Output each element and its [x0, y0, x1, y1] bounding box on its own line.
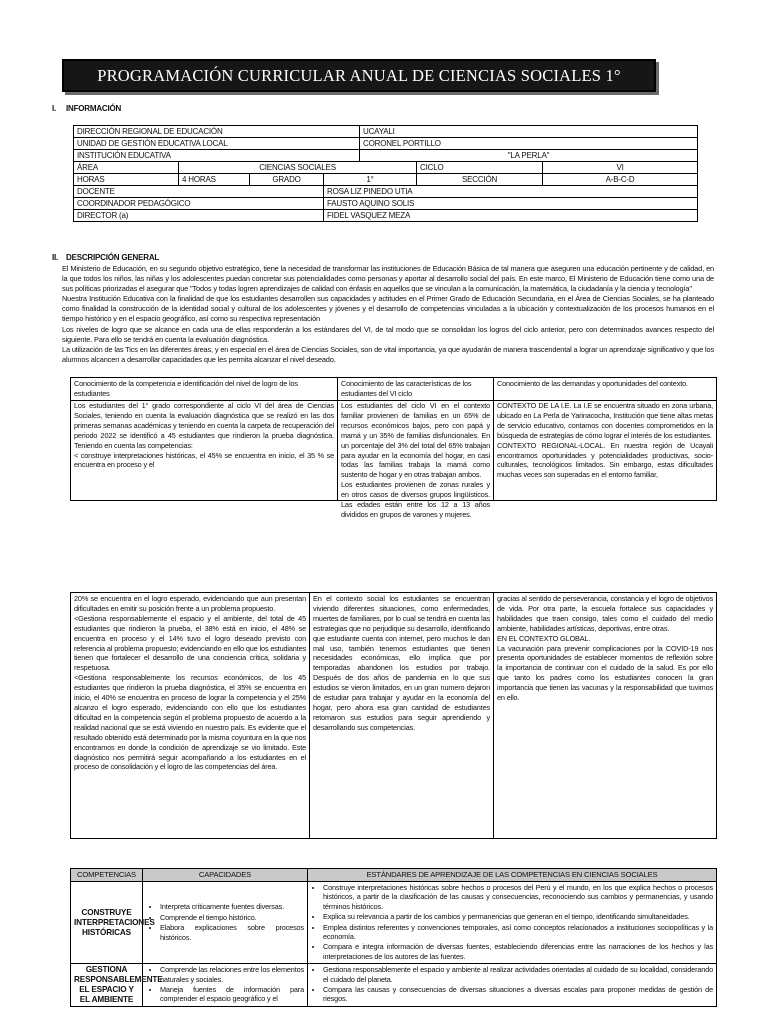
- director-value: FIDEL VASQUEZ MEZA: [324, 210, 698, 222]
- competency-name: GESTIONA RESPONSABLEMENTE EL ESPACIO Y EL AMBIENTE: [71, 964, 143, 1007]
- standard-item: • Explica su relevancia a partir de los cambios y permanencias que generan en el tiempo, identificando simultaneidades.: [323, 912, 713, 921]
- standards-cell: [308, 964, 717, 1007]
- standard-item: • Compara las causas y consecuencias de diversas situaciones a diversas escalas para proponer medidas de gestión de riesgos.: [323, 985, 713, 1004]
- grado-label: GRADO: [250, 174, 324, 186]
- context-body-row: [71, 593, 717, 839]
- context-students-cell: [310, 593, 494, 839]
- section-label: DESCRIPCIÓN GENERAL: [66, 253, 160, 262]
- ciclo-value: VI: [543, 162, 698, 174]
- standard-item: • Emplea distintos referentes y convenciones temporales, así como conceptos relacionados a instituciones sociopolíticas y la economía.: [323, 923, 713, 942]
- general-description: [62, 264, 714, 365]
- info-row-area: [74, 162, 698, 174]
- section-number: II.: [52, 253, 59, 262]
- context-demands-cell: [494, 593, 717, 839]
- ugel-label: UNIDAD DE GESTIÓN EDUCATIVA LOCAL: [74, 138, 360, 150]
- section-information-heading: [52, 104, 121, 113]
- context-competence-cell: [71, 401, 338, 501]
- competence-text: <Gestiona responsablemente el espacio y el ambiente, del total de 45 estudiantes que rindieron la prueba, el 38% está en inicio, el 48% se encuentra en proceso y el 14% tuvo el logro deseado previsto con referencia al problema propuesto; evidenciando en ello que los estudiantes tienen que fortalecer el desarrollo de una conciencia crítica, solidaria y respetuosa.: [74, 613, 306, 673]
- section-number: I.: [52, 104, 57, 113]
- competencies-table: [70, 868, 717, 1007]
- coordinador-value: FAUSTO AQUINO SOLIS: [324, 198, 698, 210]
- docente-value: ROSA LIZ PINEDO UTIA: [324, 186, 698, 198]
- students-text: Los estudiantes provienen de zonas rurales y en otros casos de diversos grupos lingüísticos. Las edades están entre los 12 a 13 años divididos en grupos de varones y mujeres.: [341, 480, 490, 519]
- competency-name: CONSTRUYE INTERPRETACIONES HISTÓRICAS: [71, 882, 143, 964]
- seccion-label: SECCIÓN: [417, 174, 543, 186]
- ie-label: INSTITUCIÓN EDUCATIVA: [74, 150, 360, 162]
- page-title: PROGRAMACIÓN CURRICULAR ANUAL DE CIENCIAS SOCIALES 1°: [62, 59, 656, 92]
- ciclo-label: CICLO: [417, 162, 543, 174]
- director-label: DIRECTOR (a): [74, 210, 324, 222]
- section-label: INFORMACIÓN: [66, 104, 122, 113]
- competence-text: Los estudiantes del 1° grado correspondiente al ciclo VI del área de Ciencias Sociales, teniendo en cuenta la evaluación diagnóstica que se realizó en las dos primeras semanas académicas y teniendo en cuenta la carpeta de recuperación del periodo 2022 se identificó a 45 estudiantes que rindieron la prueba diagnóstica. Teniendo en cuenta las competencias:: [74, 401, 334, 450]
- competency-row: [71, 882, 717, 964]
- context-body-row: [71, 401, 717, 501]
- docente-label: DOCENTE: [74, 186, 324, 198]
- competence-text: 20% se encuentra en el logro esperado, evidenciando que aun presentan dificultades en emitir su posición frente a un problema propuesto.: [74, 594, 306, 613]
- ugel-value: CORONEL PORTILLO: [360, 138, 698, 150]
- description-paragraph: La utilización de las Tics en las diferentes áreas, y en especial en el área de Ciencias Sociales, son de vital importancia, ya que ayudarán de manera trascendental a lograr un aprendizaje significativo y que los alumnos alcancen a desarrollar capacidades que les permita alcanzar el nivel deseado.: [62, 344, 714, 364]
- coordinador-label: COORDINADOR PEDAGÓGICO: [74, 198, 324, 210]
- area-label: ÁREA: [74, 162, 179, 174]
- description-paragraph: Los niveles de logro que se alcance en cada una de ellas responderán a los estándares del VI, de tal modo que se consolidan los logros del ciclo anterior, pero con determinados avances respecto del siguiente. Para ello se tendrá en cuenta la evaluación diagnóstica.: [62, 324, 714, 344]
- info-row-director: [74, 210, 698, 222]
- students-text: En el contexto social los estudiantes se encuentran viviendo diferentes situaciones, como enfermedades, muertes de familiares, por lo cual se tendrá en cuenta las estrategias que no perjudique su desarrollo, identificando que estudiante cuenta con internet, pero muchos le dan mal uso, también tenemos estudiantes que tienen necesidades económicas, ello implica que por temporadas abandonen los estudios por trabajo. Después de dos años de pandemia en lo que sus estudios se vieron limitados, en un gran numero dejaron de estudiar para trabajar y ayudar en la economía del hogar, pero ahora esa gran cantidad de estudiantes retomaron sus estudios para seguir aprendiendo y desarrollando sus competencias.: [313, 594, 490, 732]
- standard-item: • Construye interpretaciones históricas sobre hechos o procesos del Perú y el mundo, en los que explica hechos o procesos históricos, a partir de la clasificación de las causas y consecuencias, reconociendo sus cambios y permanencias, y usando términos históricos.: [323, 883, 713, 911]
- context-header-competence: Conocimiento de la competencia e identificación del nivel de logro de los estudiantes: [71, 378, 338, 401]
- info-row-ie: [74, 150, 698, 162]
- standards-cell: [308, 882, 717, 964]
- capacity-item: • Maneja fuentes de información para comprender el espacio geográfico y el: [160, 985, 304, 1004]
- description-paragraph: El Ministerio de Educación, en su segundo objetivo estratégico, tiene la necesidad de transformar las instituciones de Educación Básica de tal manera que aseguren una educación pertinente y de calidad, en la que todos los niños, las niñas y los adolescentes puedan concretar sus potencialidades como personas y aportar al desarrollo social del país. En este marco, El Ministerio de Educación tiene como una de sus políticas priorizadas el asegurar que "Todos y todas logren aprendizajes de calidad con énfasis en aquellos que se vinculan a la comunicación, la matemática, la ciudadanía y la ciencia y tecnología": [62, 264, 714, 294]
- capacities-cell: [143, 882, 308, 964]
- section-description-heading: [52, 253, 159, 262]
- capacity-item: • Comprende el tiempo histórico.: [160, 913, 304, 922]
- standard-item: • Gestiona responsablemente el espacio y ambiente al realizar actividades orientadas al cuidado de su localidad, considerando el cuidado del planeta.: [323, 965, 713, 984]
- demands-text: CONTEXTO REGIONAL-LOCAL. En nuestra región de Ucayali encontramos oportunidades y potencialidades productivas, socio-culturales, tecnológicos limitados. Sin embargo, estas dificultades muchas veces son superadas en el entorno familiar,: [497, 440, 713, 480]
- demands-text: CONTEXTO DE LA I.E. La I.E se encuentra situado en zona urbana, ubicado en La Perla de Yarinacocha, Institución que tiene altas metas de servicio educativo, contamos con docentes comprometidos en la búsqueda de estrategias de cómo lograr el interés de los estudiantes.: [497, 401, 713, 440]
- dre-value: UCAYALI: [360, 126, 698, 138]
- info-row-coordinador: [74, 198, 698, 210]
- header-competencias: COMPETENCIAS: [71, 869, 143, 882]
- horas-label: HORAS: [74, 174, 179, 186]
- context-table-bottom: [70, 592, 717, 839]
- competence-text: <Gestiona responsablemente los recursos económicos, de los 45 estudiantes que rindieron la prueba diagnóstica, el 35% se encuentra en inicio, el 40% se encuentra en proceso de lograr la competencia y el 25% alcanzo el logro esperado, evidenciando con ello que los estudiantes dificultad en la competencia según el problema propuesto de acuerdo a la realidad nacional que se está viviendo en nuestro país. Es evidente que el resultado obtenido está determinado por la misma coyuntura en la que nos encontramos en donde la condición de aprendizaje se vio limitado. Este diagnóstico nos permitirá seguir acompañando a los estudiantes en el proceso de consolidación y el logro de las competencias del área.: [74, 673, 306, 772]
- demands-text: gracias al sentido de perseverancia, constancia y el logro de objetivos de vida. Por otra parte, la escuela fortalece sus capacidades y habilidades que traen consigo, tales como el cuidado del medio ambiente, habilidades artísticas, deportivas, entre otras.: [497, 594, 713, 633]
- description-paragraph: Nuestra Institución Educativa con la finalidad de que los estudiantes desarrollen sus capacidades y actitudes en el Primer Grado de Educación Secundaria, en el Área de Ciencias Sociales, se ha planteado como finalidad la construcción de la identidad social y cultural de los adolescentes y jóvenes y el desarrollo de competencias vinculadas a la ubicación y contextualización de los procesos humanos en el tiempo histórico y en el espacio geográfico, así como su respectiva representación: [62, 294, 714, 324]
- capacities-cell: [143, 964, 308, 1007]
- capacity-item: • Elabora explicaciones sobre procesos históricos.: [160, 923, 304, 942]
- information-table: [73, 125, 698, 222]
- context-table-top: [70, 377, 717, 519]
- competencies-header-row: [71, 869, 717, 882]
- ie-value: "LA PERLA": [360, 150, 698, 162]
- seccion-value: A-B-C-D: [543, 174, 698, 186]
- area-value: CIENCIAS SOCIALES: [179, 162, 417, 174]
- capacity-item: • Interpreta críticamente fuentes diversas.: [160, 902, 304, 911]
- competency-row: [71, 964, 717, 1007]
- header-estandares: ESTÁNDARES DE APRENDIZAJE DE LAS COMPETENCIAS EN CIENCIAS SOCIALES: [308, 869, 717, 882]
- context-header-students: Conocimiento de las características de los estudiantes del VI ciclo: [338, 378, 494, 401]
- capacity-item: • Comprende las relaciones entre los elementos naturales y sociales.: [160, 965, 304, 984]
- context-demands-cell: [494, 401, 717, 501]
- grado-value: 1°: [324, 174, 417, 186]
- context-competence-cell: [71, 593, 310, 839]
- competence-text: < construye interpretaciones históricas, el 45% se encuentra en inicio, el 35 % se encuentra en proceso y el: [74, 450, 334, 470]
- dre-label: DIRECCIÓN REGIONAL DE EDUCACIÓN: [74, 126, 360, 138]
- demands-text: La vacunación para prevenir complicaciones por la COVID-19 nos presenta oportunidades de establecer momentos de reflexión sobre la importancia de continuar con el cuidado de la salud. Es por ello que tanto los padres como los estudiantes conocen la gran importancia que tienen las vacunas y la responsabilidad que tuvimos en ello.: [497, 643, 713, 703]
- header-capacidades: CAPACIDADES: [143, 869, 308, 882]
- horas-value: 4 HORAS: [179, 174, 250, 186]
- info-row-horas: [74, 174, 698, 186]
- context-header-demands: Conocimiento de las demandas y oportunidades del contexto.: [494, 378, 717, 401]
- standard-item: • Compara e integra información de diversas fuentes, estableciendo diferencias entre las narraciones de los hechos y las interpretaciones de los autores de las fuentes.: [323, 942, 713, 961]
- demands-text: EN EL CONTEXTO GLOBAL.: [497, 633, 591, 643]
- info-row-docente: [74, 186, 698, 198]
- context-students-cell: [338, 401, 494, 519]
- context-header-row: [71, 378, 717, 401]
- info-row-dre: [74, 126, 698, 138]
- students-text: Los estudiantes del ciclo VI en el contexto familiar provienen de familias en un 65% de recursos económicos bajos, pero con papá y mamá y un 35% de familias disfuncionales. En un porcentaje del 3% del total del 65% trabajan para ayudar en la economía del hogar, en casi todas las familias trabaja la mamá como sustento de hogar y en otras trabajan ambos.: [341, 401, 490, 480]
- info-row-ugel: [74, 138, 698, 150]
